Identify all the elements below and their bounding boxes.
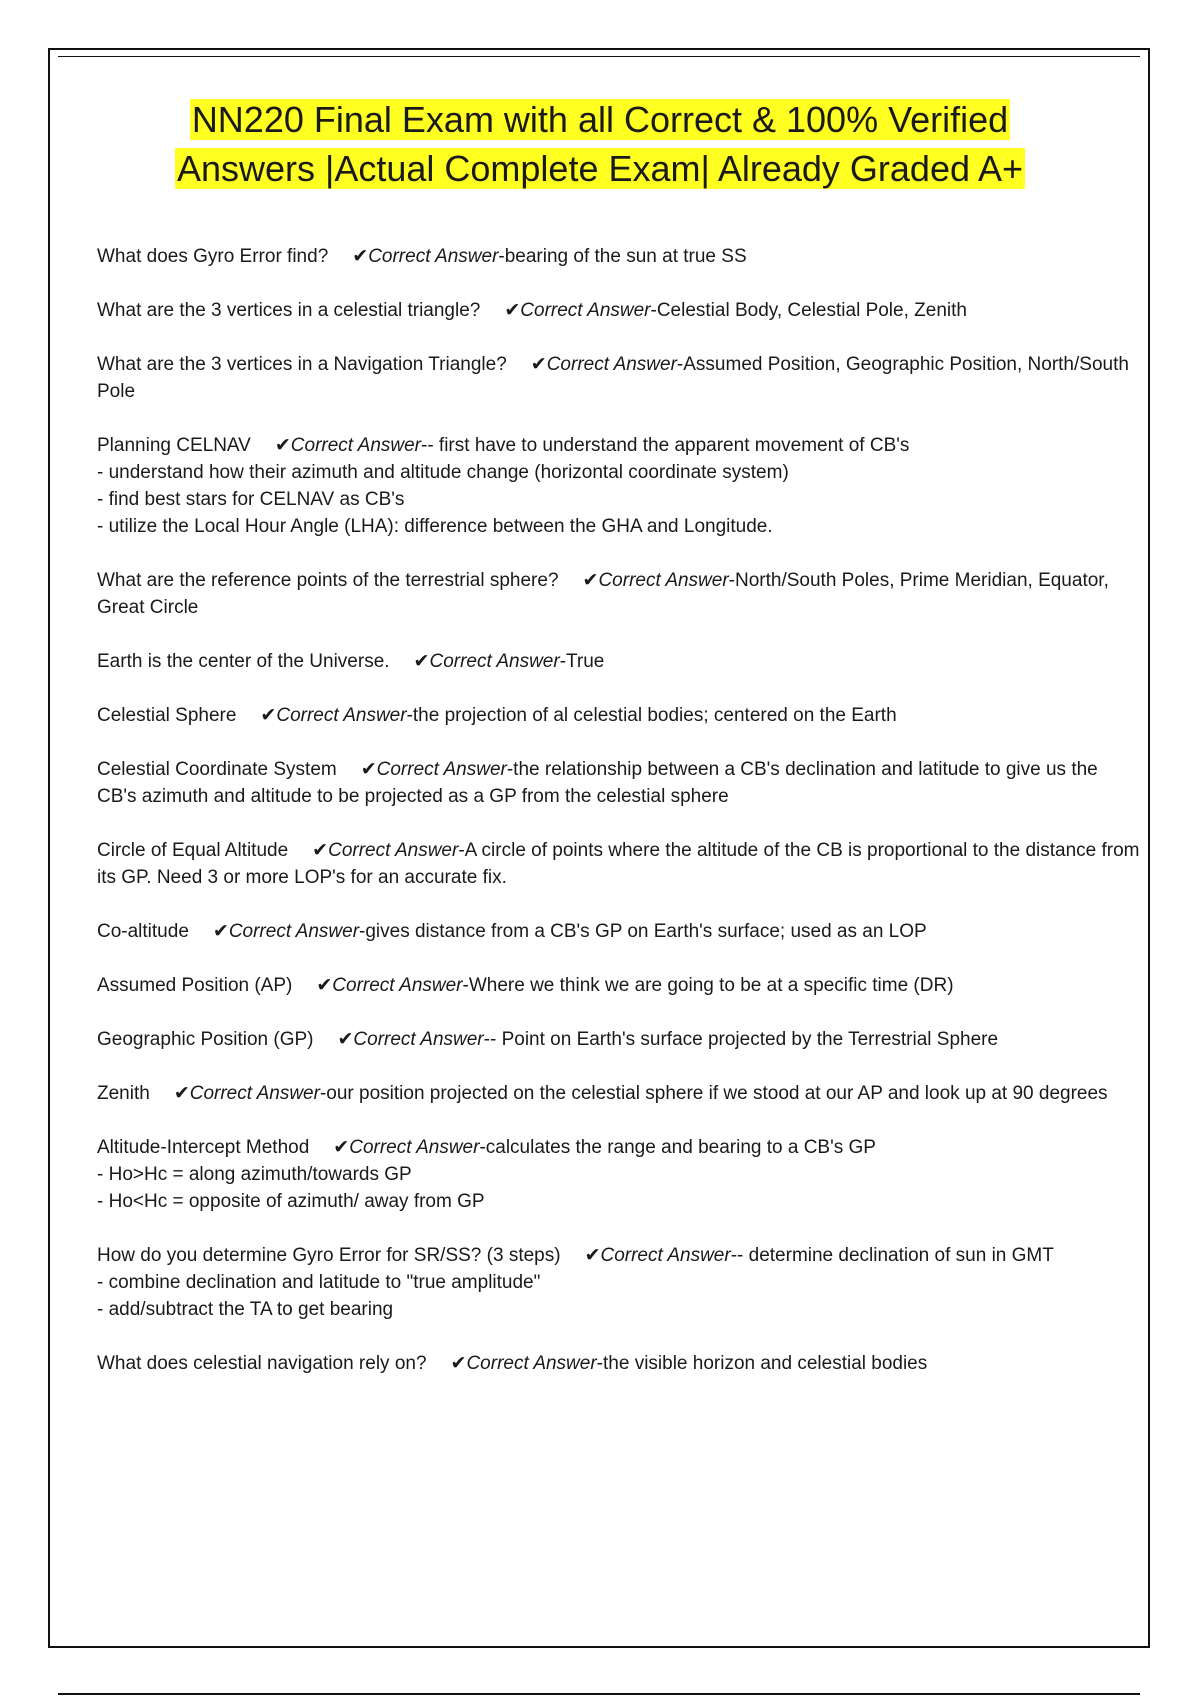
qa-item <box>97 297 1140 324</box>
answer-text: -Celestial Body, Celestial Pole, Zenith <box>650 300 967 321</box>
question-text: Celestial Sphere <box>97 705 237 726</box>
correct-answer-label: Correct Answer <box>466 1353 597 1374</box>
answer-text: -True <box>559 651 605 672</box>
question-text: What does celestial navigation rely on? <box>97 1353 427 1374</box>
correct-answer-label: Correct Answer <box>598 570 729 591</box>
correct-answer-label: Correct Answer <box>328 840 459 861</box>
checkmark-icon: ✔ <box>173 1083 190 1104</box>
question-text: Zenith <box>97 1083 150 1104</box>
correct-answer-label: Correct Answer <box>376 759 507 780</box>
checkmark-icon: ✔ <box>504 300 521 321</box>
question-text: Co-altitude <box>97 921 189 942</box>
checkmark-icon: ✔ <box>360 759 377 780</box>
answer-text: -Where we think we are going to be at a specific time (DR) <box>462 975 954 996</box>
question-text: What does Gyro Error find? <box>97 246 329 267</box>
question-text: Circle of Equal Altitude <box>97 840 289 861</box>
qa-item <box>97 837 1145 891</box>
answer-text: -- first have to understand the apparent movement of CB's - understand how their azimuth and altitude change (horizontal coordinate system) - find best stars for CELNAV as CB's - utilize the Local Hour Angle (LHA): difference between the GHA and Longitude. <box>97 435 910 537</box>
correct-answer-label: Correct Answer <box>290 435 421 456</box>
qa-item <box>97 1080 1140 1107</box>
correct-answer-label: Correct Answer <box>228 921 360 942</box>
checkmark-icon: ✔ <box>260 705 277 726</box>
correct-answer-label: Correct Answer <box>189 1083 320 1104</box>
checkmark-icon: ✔ <box>337 1029 354 1050</box>
correct-answer-label: Correct Answer <box>349 1137 480 1158</box>
checkmark-icon: ✔ <box>352 246 369 267</box>
question-text: Altitude-Intercept Method <box>97 1137 310 1158</box>
qa-item <box>97 756 1140 810</box>
question-text: What are the 3 vertices in a celestial triangle? <box>97 300 481 321</box>
question-text: Celestial Coordinate System <box>97 759 337 780</box>
document-title <box>40 95 1160 193</box>
answer-text: -North/South Poles, Prime Meridian, Equator, Great Circle <box>97 570 1115 618</box>
qa-item <box>97 567 1140 621</box>
question-text: Earth is the center of the Universe. <box>97 651 390 672</box>
question-text: What are the reference points of the terrestrial sphere? <box>97 570 559 591</box>
answer-text: -the visible horizon and celestial bodies <box>596 1353 928 1374</box>
answer-text: -- determine declination of sun in GMT - combine declination and latitude to "true amplitude" - add/subtract the TA to get bearing <box>97 1245 1054 1320</box>
top-rule <box>58 56 1140 57</box>
correct-answer-label: Correct Answer <box>368 246 499 267</box>
bottom-rule <box>58 1693 1140 1695</box>
qa-item <box>97 1026 1140 1053</box>
correct-answer-label: Correct Answer <box>429 651 560 672</box>
correct-answer-label: Correct Answer <box>546 354 677 375</box>
checkmark-icon: ✔ <box>413 651 430 672</box>
qa-item <box>97 1350 1140 1377</box>
checkmark-icon: ✔ <box>212 921 229 942</box>
qa-item <box>97 243 1140 270</box>
title-line-2: Answers |Actual Complete Exam| Already Graded A+ <box>176 148 1024 189</box>
qa-item <box>97 972 1140 999</box>
answer-text: -our position projected on the celestial sphere if we stood at our AP and look up at 90 degrees <box>319 1083 1108 1104</box>
qa-item <box>97 702 1140 729</box>
correct-answer-label: Correct Answer <box>600 1245 731 1266</box>
answer-text: -gives distance from a CB's GP on Earth's surface; used as an LOP <box>359 921 927 942</box>
qa-item <box>97 1134 1140 1215</box>
answer-text: -the projection of al celestial bodies; centered on the Earth <box>406 705 897 726</box>
question-text: Planning CELNAV <box>97 435 251 456</box>
qa-list <box>97 243 1145 1404</box>
answer-text: -bearing of the sun at true SS <box>498 246 747 267</box>
correct-answer-label: Correct Answer <box>276 705 407 726</box>
correct-answer-label: Correct Answer <box>520 300 651 321</box>
qa-item <box>97 918 1140 945</box>
answer-text: -calculates the range and bearing to a CB's GP - Ho>Hc = along azimuth/towards GP - Ho<Hc = opposite of azimuth/ away from GP <box>97 1137 876 1212</box>
checkmark-icon: ✔ <box>530 354 547 375</box>
correct-answer-label: Correct Answer <box>353 1029 484 1050</box>
title-line-1: NN220 Final Exam with all Correct & 100% Verified <box>191 99 1009 140</box>
qa-item <box>97 648 1140 675</box>
checkmark-icon: ✔ <box>274 435 291 456</box>
question-text: Assumed Position (AP) <box>97 975 293 996</box>
checkmark-icon: ✔ <box>312 840 329 861</box>
question-text: Geographic Position (GP) <box>97 1029 314 1050</box>
checkmark-icon: ✔ <box>582 570 599 591</box>
checkmark-icon: ✔ <box>316 975 333 996</box>
answer-text: -A circle of points where the altitude of the CB is proportional to the distance from its GP. Need 3 or more LOP's for an accurate fix. <box>97 840 1145 888</box>
qa-item <box>97 1242 1140 1323</box>
answer-text: -the relationship between a CB's declination and latitude to give us the CB's azimuth and altitude to be projected as a GP from the celestial sphere <box>97 759 1104 807</box>
answer-text: -Assumed Position, Geographic Position, North/South Pole <box>97 354 1135 402</box>
correct-answer-label: Correct Answer <box>332 975 463 996</box>
qa-item <box>97 432 1140 540</box>
checkmark-icon: ✔ <box>584 1245 601 1266</box>
answer-text: -- Point on Earth's surface projected by the Terrestrial Sphere <box>483 1029 999 1050</box>
checkmark-icon: ✔ <box>450 1353 467 1374</box>
qa-item <box>97 351 1140 405</box>
checkmark-icon: ✔ <box>333 1137 350 1158</box>
question-text: How do you determine Gyro Error for SR/SS? (3 steps) <box>97 1245 561 1266</box>
question-text: What are the 3 vertices in a Navigation Triangle? <box>97 354 507 375</box>
